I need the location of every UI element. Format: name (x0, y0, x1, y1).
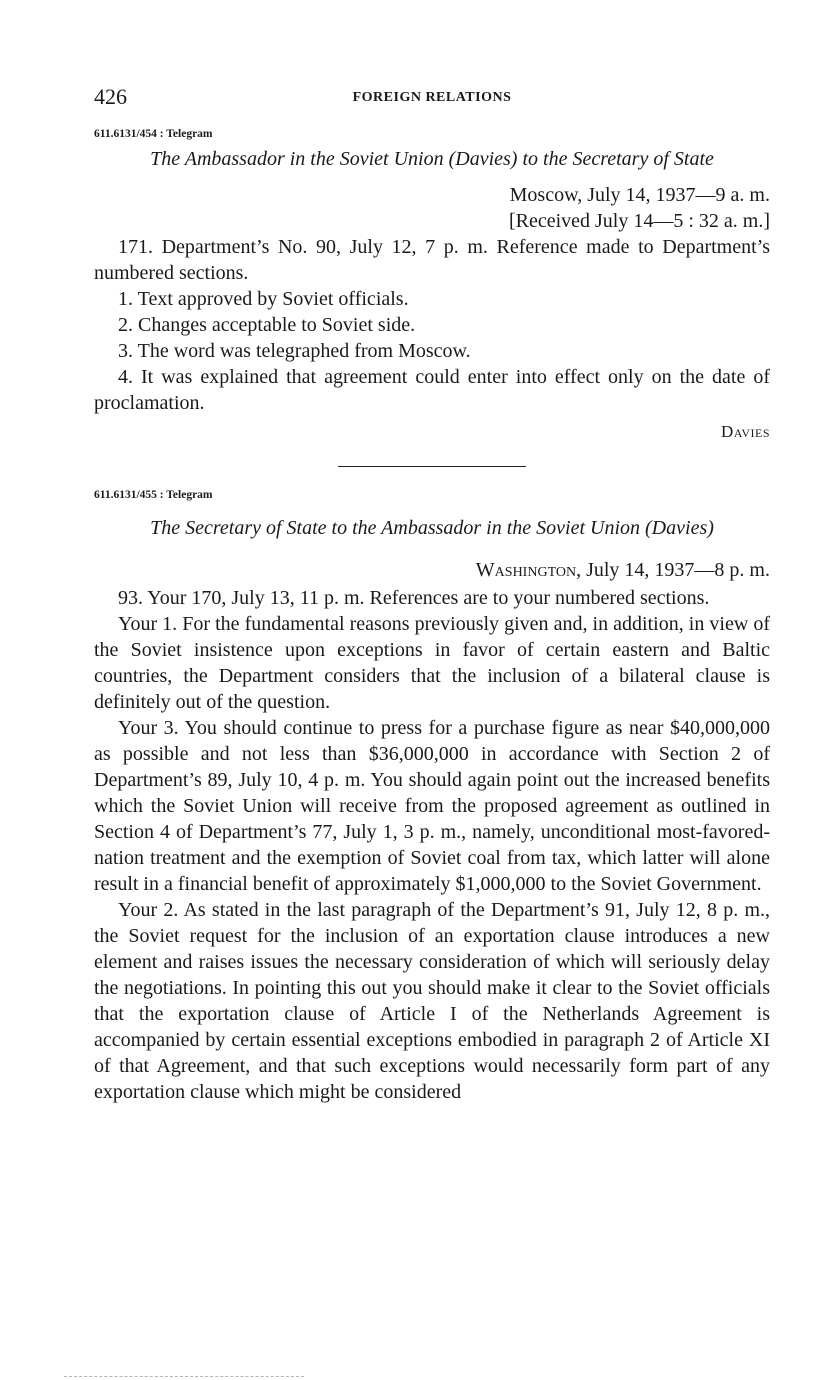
place-name: Washington (475, 559, 577, 581)
telegram-454 (94, 128, 770, 442)
paragraph: 171. Department’s No. 90, July 12, 7 p. m. Reference made to Department’s numbered sections. (94, 236, 770, 284)
paragraph: Your 2. As stated in the last paragraph of the Department’s 91, July 12, 8 p. m., the Soviet request for the inclusion of an exportation clause introduces a new element and raises issues the necessary consideration of which will seriously delay the negotiations. In pointing this out you should make it clear to the Soviet officials that the exportation clause of Article I of the Netherlands Agreement is accompanied by certain essential exceptions embodied in paragraph 2 of Article XI of that Agreement, and that such exceptions would necessarily form part of any exportation clause which might be considered (94, 899, 770, 1103)
file-reference: 611.6131/454 : Telegram (94, 128, 213, 140)
paragraph: 93. Your 170, July 13, 11 p. m. References are to your numbered sections. (118, 587, 710, 609)
date-text: , July 14, 1937—8 p. m. (576, 559, 770, 581)
place-date-line (94, 557, 770, 583)
page-number: 426 (94, 84, 127, 109)
telegram-455 (94, 489, 770, 1105)
paragraph: Your 1. For the fundamental reasons previously given and, in addition, in view of the Soviet insistence upon exceptions in favor of certain eastern and Baltic countries, the Department considers that the inclusion of a bilateral clause is definitely out of the question. (94, 613, 770, 713)
document-heading: The Secretary of State to the Ambassador in the Soviet Union (Davies) (150, 517, 714, 539)
document-heading: The Ambassador in the Soviet Union (Davies) to the Secretary of State (150, 148, 714, 170)
received-line: [Received July 14—5 : 32 a. m.] (508, 210, 770, 232)
paragraph: Your 3. You should continue to press for a purchase figure as near $40,000,000 as possible and not less than $36,000,000 in accordance with Section 2 of Department’s 89, July 10, 4 p. m. You should again point out the increased benefits which the Soviet Union will receive from the proposed agreement as outlined in Section 4 of Department’s 77, July 1, 3 p. m., namely, unconditional most-favored-nation treatment and the exemption of Soviet coal from tax, which latter will alone result in a financial benefit of approximately $1,000,000 to the Soviet Government. (94, 717, 770, 895)
signature: Davies (720, 422, 770, 441)
section-divider (338, 466, 526, 467)
footer-rule (64, 1376, 304, 1377)
file-reference: 611.6131/455 : Telegram (94, 489, 213, 501)
running-title: FOREIGN RELATIONS (352, 90, 512, 105)
paragraph: 1. Text approved by Soviet officials. (118, 288, 409, 310)
paragraph: 2. Changes acceptable to Soviet side. (118, 314, 416, 336)
paragraph: 4. It was explained that agreement could enter into effect only on the date of proclamation. (94, 366, 770, 414)
running-head (94, 84, 770, 114)
document-page (94, 84, 770, 1105)
place-date-line: Moscow, July 14, 1937—9 a. m. (509, 184, 770, 206)
paragraph: 3. The word was telegraphed from Moscow. (118, 340, 471, 362)
